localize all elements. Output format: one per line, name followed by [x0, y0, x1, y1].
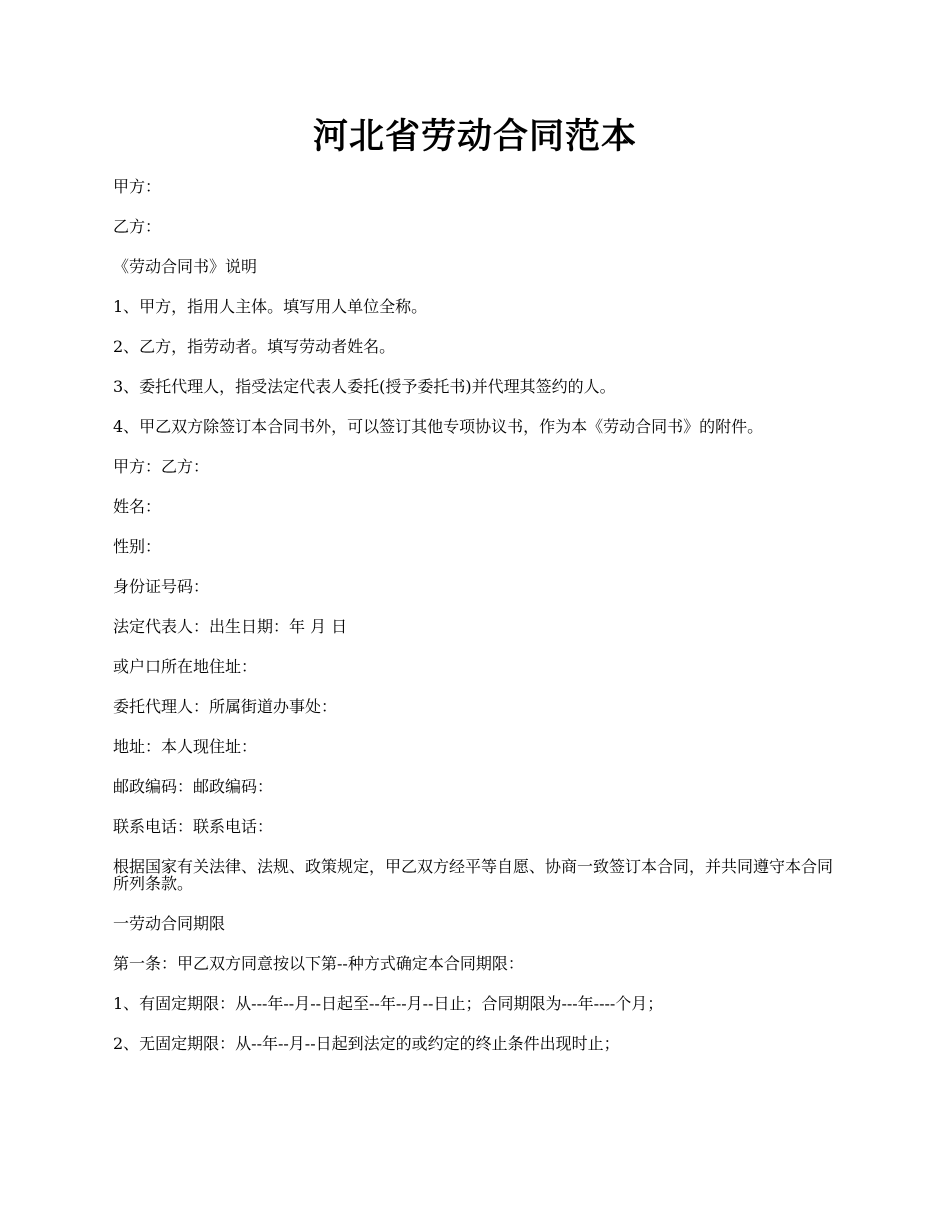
document-body [113, 178, 840, 1052]
paragraph-parties: 甲方：乙方： [113, 457, 210, 476]
paragraph-fixed-term: 1、有固定期限：从---年--月--日起至--年--月--日止；合同期限为---年----个月； [113, 994, 664, 1013]
paragraph-address: 地址：本人现住址： [113, 737, 258, 756]
paragraph-id-number: 身份证号码： [113, 577, 210, 596]
paragraph-authorized-agent: 委托代理人：所属街道办事处： [113, 697, 338, 716]
paragraph-gender: 性别： [113, 537, 162, 556]
paragraph-phone: 联系电话：联系电话： [113, 817, 274, 836]
paragraph-preamble: 根据国家有关法律、法规、政策规定，甲乙双方经平等自愿、协商一致签订本合同，并共同遵守本合同所列条款。 [113, 857, 834, 893]
paragraph-instructions-heading: 《劳动合同书》说明 [113, 257, 258, 276]
paragraph-note-3: 3、委托代理人，指受法定代表人委托(授予委托书)并代理其签约的人。 [113, 377, 616, 396]
paragraph-article-1: 第一条：甲乙双方同意按以下第--种方式确定本合同期限： [113, 954, 524, 973]
paragraph-postal-code: 邮政编码：邮政编码： [113, 777, 274, 796]
section-heading-term: 一劳动合同期限 [113, 914, 226, 933]
paragraph-party-a: 甲方： [113, 177, 162, 196]
paragraph-note-4: 4、甲乙双方除签订本合同书外，可以签订其他专项协议书，作为本《劳动合同书》的附件。 [113, 417, 764, 436]
paragraph-open-term: 2、无固定期限：从--年--月--日起到法定的或约定的终止条件出现时止； [113, 1034, 620, 1053]
paragraph-party-b: 乙方： [113, 217, 162, 236]
paragraph-note-1: 1、甲方，指用人主体。填写用人单位全称。 [113, 297, 428, 316]
paragraph-name: 姓名： [113, 497, 162, 516]
paragraph-legal-representative: 法定代表人：出生日期：年 月 日 [113, 617, 348, 636]
paragraph-household-address: 或户口所在地住址： [113, 657, 258, 676]
document-title: 河北省劳动合同范本 [312, 116, 637, 157]
paragraph-note-2: 2、乙方，指劳动者。填写劳动者姓名。 [113, 337, 396, 356]
